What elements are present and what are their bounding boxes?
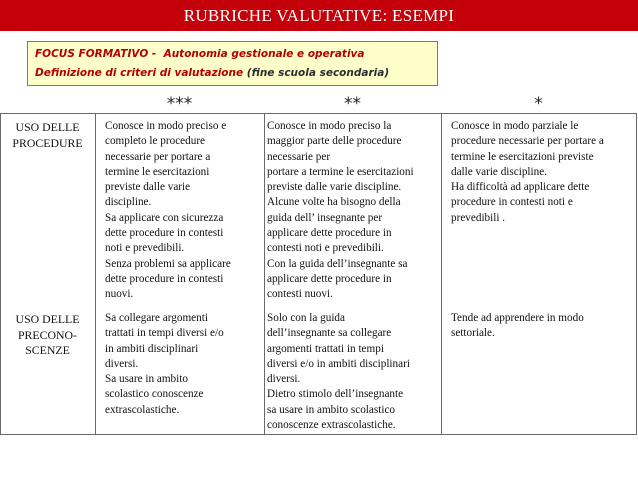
column-divider [441,113,442,435]
focus-scope: (fine scuola secondaria) [246,67,390,79]
focus-topic: Autonomia gestionale e operativa [163,48,365,60]
cell-procedure-three-stars: Conosce in modo preciso e completo le procedure necessarie per portare a termine le esercitazioni previste dalle varie discipline. Sa applicare con sicurezza dette procedure in contesti noti e prevedibili. Senza problemi sa applicare dette procedure in contesti nuovi. [105,120,231,301]
cell-preconoscenze-three-stars: Sa collegare argomenti trattati in tempi diversi e/o in ambiti disciplinari diversi. Sa usare in ambito scolastico conoscenze extrascolastiche. [105,312,224,416]
cell-procedure-two-stars: Conosce in modo preciso la maggior parte delle procedure necessarie per portare a termine le esercitazioni previste dalle varie discipline. Alcune volte ha bisogno della guida dell’ insegnante per applicare dette procedure in contesti noti e prevedibili. Con la guida dell’insegnante sa applicare dette procedure in contesti nuovi. [267,120,414,301]
row-label-preconoscenze: USO DELLE PRECONO- SCENZE [15,312,80,357]
focus-heading [35,46,437,64]
level-two-stars-header: ** [344,94,361,114]
focus-box [27,41,438,86]
column-divider [264,113,265,435]
focus-definition: Definizione di criteri di valutazione [35,67,244,79]
cell-procedure-one-star: Conosce in modo parziale le procedure necessarie per portare a termine le esercitazioni previste dalle varie discipline. Ha difficoltà ad applicare dette procedure in contesti noti e prevedibili . [451,120,604,224]
level-one-star-header: * [534,94,543,114]
cell-preconoscenze-two-stars: Solo con la guida dell’insegnante sa collegare argomenti trattati in tempi diversi e/o in ambiti disciplinari diversi. Dietro stimolo dell’insegnante sa usare in ambito scolastico conoscenze extrascolastiche. [267,312,410,432]
row-label-procedure: USO DELLE PROCEDURE [12,120,83,150]
page-title: RUBRICHE VALUTATIVE: ESEMPI [0,0,638,31]
level-three-stars-header: *** [166,94,193,114]
column-divider [95,113,96,435]
focus-subheading [35,64,437,82]
cell-preconoscenze-one-star: Tende ad apprendere in modo settoriale. [451,312,584,340]
focus-label: FOCUS FORMATIVO - [35,48,157,60]
